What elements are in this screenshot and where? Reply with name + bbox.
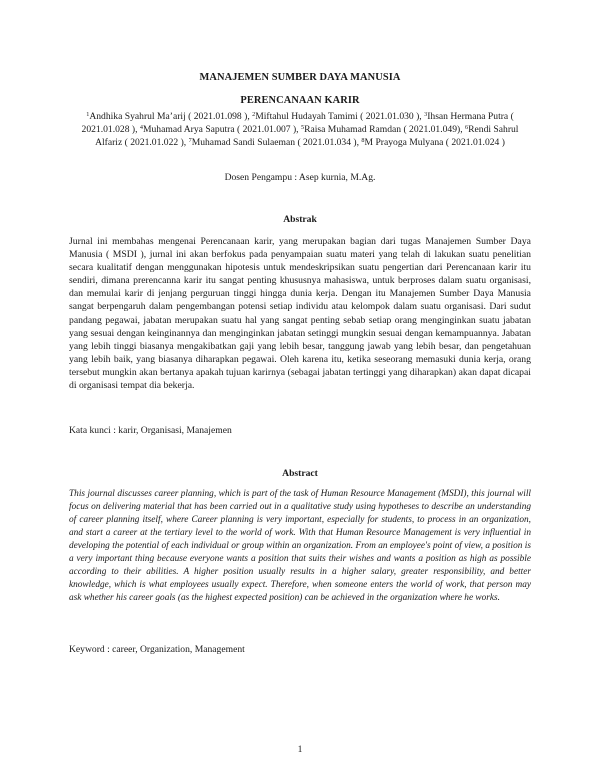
author-list [72, 110, 528, 150]
keyword-line: Keyword : career, Organization, Management [69, 644, 245, 655]
author-5: $^5$Raisa Muhamad Ramdan ( 2021.01.049), [300, 124, 466, 136]
author-3: $^3$Ihsan Hermana Putra ( 2021.01.028 ), [81, 111, 514, 136]
abstract-body: This journal discusses career planning, which is part of the task of Human Resource Management (MSDI), this journal will focus on delivering material that has been carried out in a qualitative study using hypotheses to describe an understanding of career planning itself, where Career planning is very important, especially for students, to process in an organization, and start a career at the tertiary level to the world of work. With that Human Resource Management is very influential in developing the potential of each individual or group within an organization. From an employee's point of view, a position is a very important thing because everyone wants a position that suits their wishes and wants a position as high as possible according to their abilities. A higher position usually results in a higher salary, greater responsibility, and better knowledge, which is what employees usually expect. Therefore, when someone enters the world of work, that person may ask whether his career goals (as the highest expected position) can be achieved in the organization where he works. [69, 489, 531, 603]
author-6: $^6$Rendi Sahrul Alfariz ( 2021.01.022 ), [95, 124, 519, 149]
abstrak-heading: Abstrak [283, 214, 317, 225]
abstrak-body: Jurnal ini membahas mengenai Perencanaan karir, yang merupakan bagian dari tugas Manajemen Sumber Daya Manusia ( MSDI ), jurnal ini akan berfokus pada penyampaian suatu materi yang telah di lakukan suatu penelitian secara kualitatif dengan menggunakan hipotesis untuk mendeskripsikan suatu pengertian dari Perencanaan karir itu sendiri, dimana prerencanna karir itu sangat penting khususnya mahasiswa, untuk berproses dalam suatu organisasi, dan memulai karir di jenjang perguruan tinggi hingga dunia kerja. Dengan itu Manajemen Sumber Daya Manusia sangat berpengaruh dalam pengembangan potensi setiap individu atau kelompok dalam suatu organisasi. Dari sudut pandang pegawai, jabatan merupakan suatu hal yang sangat penting sebab setiap orang menginginkan suatu jabatan yang sesuai dengan keinginannya dan menginginkan jabatan setinggi mungkin sesuai dengan kemampuannya. Jabatan yang lebih tinggi biasanya mengakibatkan gaji yang lebih besar, tanggung jawab yang lebih besar, dan pengetahuan yang lebih baik, yang biasanya diharapkan pegawai. Oleh karena itu, ketika seseorang memasuki dunia kerja, orang tersebut mungkin akan bertanya apakah tujuan karirnya (sebagai jabatan tertinggi yang diharapkan) akan dapat dicapai di organisasi tempat dia bekerja. [69, 236, 531, 392]
paper-title: MANAJEMEN SUMBER DAYA MANUSIA [199, 72, 401, 83]
author-8: $^8$M Prayoga Mulyana ( 2021.01.024 ) [361, 137, 505, 149]
kata-kunci: Kata kunci : karir, Organisasi, Manajemen [69, 425, 232, 436]
paper-subtitle: PERENCANAAN KARIR [240, 95, 360, 106]
abstract-heading: Abstract [282, 468, 318, 479]
author-4: $^4$Muhamad Arya Saputra ( 2021.01.007 ), [139, 124, 301, 136]
lecturer-line: Dosen Pengampu : Asep kurnia, M.Ag. [224, 172, 376, 183]
author-1: $^1$Andhika Syahrul Ma’arij ( 2021.01.098 ), [86, 111, 253, 122]
author-7: $^7$Muhamad Sandi Sulaeman ( 2021.01.034 ), [188, 137, 362, 149]
page-number: 1 [297, 744, 303, 755]
author-2: $^2$Miftahul Hudayah Tamimi ( 2021.01.030 ), [252, 111, 425, 122]
